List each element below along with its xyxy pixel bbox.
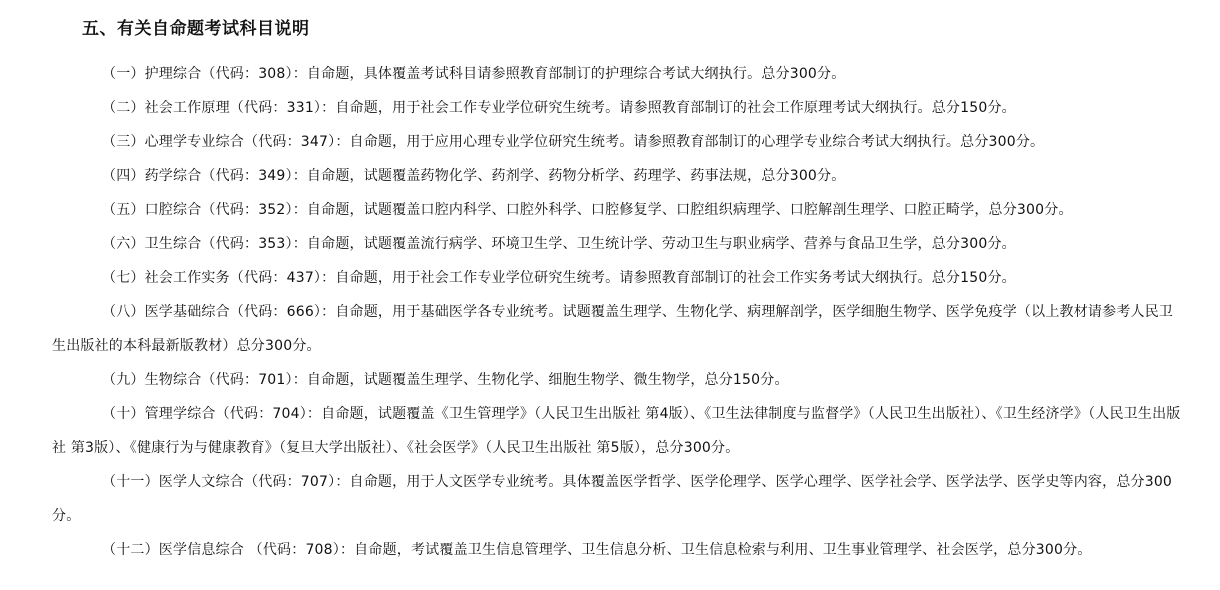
list-item: （五）口腔综合（代码：352）：自命题，试题覆盖口腔内科学、口腔外科学、口腔修复学、口腔组织病理学、口腔解剖生理学、口腔正畸学，总分300分。 bbox=[102, 202, 1073, 218]
section-heading: 五、有关自命题考试科目说明 bbox=[82, 19, 310, 39]
list-item: （一）护理综合（代码：308）：自命题，具体覆盖考试科目请参照教育部制订的护理综合考试大纲执行。总分300分。 bbox=[102, 66, 846, 82]
list-item: （八）医学基础综合（代码：666）：自命题，用于基础医学各专业统考。试题覆盖生理学、生物化学、病理解剖学，医学细胞生物学、医学免疫学（以上教材请参考人民卫生出版社的本科最新版教材）总分300分。 bbox=[52, 304, 1174, 354]
list-item: （六）卫生综合（代码：353）：自命题，试题覆盖流行病学、环境卫生学、卫生统计学、劳动卫生与职业病学、营养与食品卫生学，总分300分。 bbox=[102, 236, 1016, 252]
list-item: （九）生物综合（代码：701）：自命题，试题覆盖生理学、生物化学、细胞生物学、微生物学，总分150分。 bbox=[102, 372, 789, 388]
list-item: （十二）医学信息综合 （代码：708）：自命题，考试覆盖卫生信息管理学、卫生信息分析、卫生信息检索与利用、卫生事业管理学、社会医学，总分300分。 bbox=[102, 542, 1092, 558]
list-item: （七）社会工作实务（代码：437）：自命题，用于社会工作专业学位研究生统考。请参照教育部制订的社会工作实务考试大纲执行。总分150分。 bbox=[102, 270, 1016, 286]
list-item: （十一）医学人文综合（代码：707）：自命题，用于人文医学专业统考。具体覆盖医学哲学、医学伦理学、医学心理学、医学社会学、医学法学、医学史等内容，总分300分。 bbox=[52, 474, 1173, 524]
list-item: （三）心理学专业综合（代码：347）：自命题，用于应用心理专业学位研究生统考。请参照教育部制订的心理学专业综合考试大纲执行。总分300分。 bbox=[102, 134, 1045, 150]
list-item: （四）药学综合（代码：349）：自命题，试题覆盖药物化学、药剂学、药物分析学、药理学、药事法规，总分300分。 bbox=[102, 168, 846, 184]
subject-list bbox=[52, 57, 1182, 567]
list-item: （二）社会工作原理（代码：331）：自命题，用于社会工作专业学位研究生统考。请参照教育部制订的社会工作原理考试大纲执行。总分150分。 bbox=[102, 100, 1016, 116]
list-item: （十）管理学综合（代码：704）：自命题，试题覆盖《卫生管理学》（人民卫生出版社 第4版）、《卫生法律制度与监督学》（人民卫生出版社）、《卫生经济学》（人民卫生出版社 第3版）、《健康行为与健康教育》（复旦大学出版社）、《社会医学》（人民卫生出版社 第5版），总分300分。 bbox=[52, 406, 1181, 456]
